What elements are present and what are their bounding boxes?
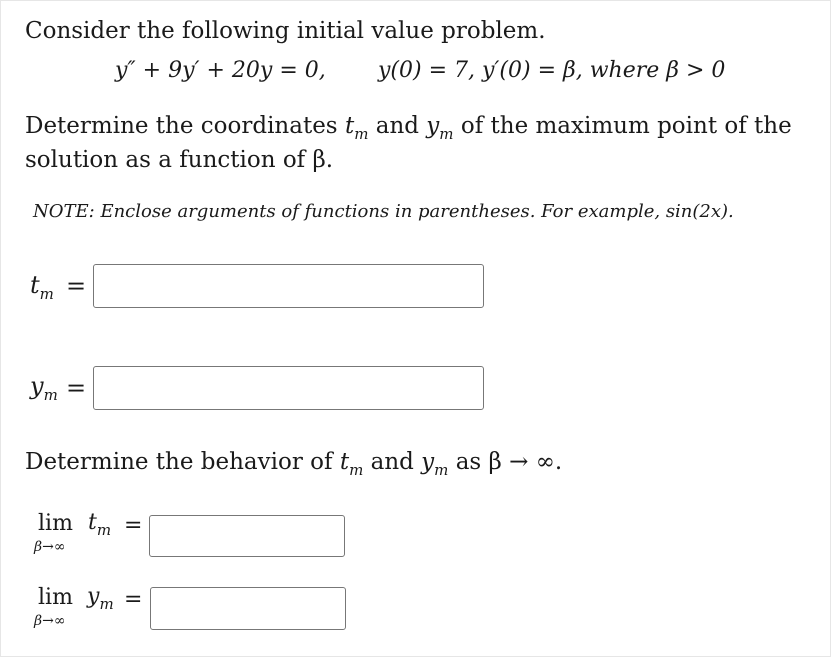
behavior-text — [25, 449, 563, 479]
task-text-b: and — [368, 113, 427, 139]
tm-equals: = — [66, 272, 87, 300]
intro-text: Consider the following initial value problem. — [25, 18, 546, 44]
lim-tm-var: $t_m$ — [88, 510, 112, 539]
lim-ym-var: $y_m$ — [87, 584, 114, 613]
behavior-tm-symbol: $t_m$ — [339, 449, 364, 479]
tm-label: $t_m$ — [30, 271, 54, 303]
note-text: NOTE: Enclose arguments of functions in parentheses. For example, sin(2x). — [33, 201, 734, 222]
behavior-ym-symbol: $y_m$ — [421, 449, 449, 479]
differential-equation: y″ + 9y′ + 20y = 0, — [115, 58, 326, 83]
tm-input[interactable] — [93, 264, 484, 308]
lim-ym-subscript: β→∞ — [34, 613, 66, 629]
lim-tm-subscript: β→∞ — [34, 539, 66, 555]
behavior-text-c: as β → ∞. — [448, 449, 563, 475]
task-line-2: solution as a function of β. — [25, 147, 334, 173]
initial-conditions: y(0) = 7, y′(0) = β, where β > 0 — [378, 58, 726, 83]
lim-tm-equals: = — [124, 513, 143, 538]
ym-input[interactable] — [93, 366, 484, 410]
behavior-text-a: Determine the behavior of — [25, 449, 340, 475]
tm-symbol: $t_m$ — [344, 113, 369, 143]
lim-tm-input[interactable] — [149, 515, 345, 557]
task-text-a: Determine the coordinates — [25, 113, 345, 139]
ym-equals: = — [66, 374, 87, 402]
lim-ym-input[interactable] — [150, 587, 346, 630]
task-line-1 — [25, 113, 792, 143]
lim-tm-lim: lim — [38, 511, 73, 536]
ym-symbol: $y_m$ — [426, 113, 454, 143]
behavior-text-b: and — [363, 449, 422, 475]
ym-label: $y_m$ — [30, 372, 58, 404]
lim-ym-equals: = — [124, 587, 143, 612]
lim-ym-lim: lim — [38, 585, 73, 610]
task-text-c: of the maximum point of the — [453, 113, 792, 139]
